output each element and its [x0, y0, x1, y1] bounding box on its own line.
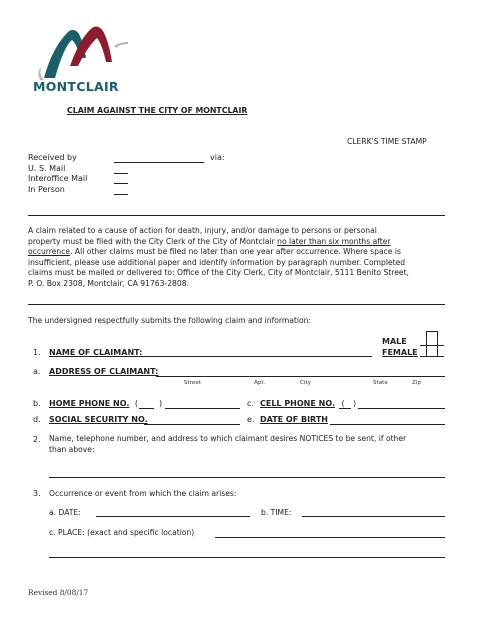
- clerk-time-stamp-label: CLERK'S TIME STAMP: [347, 137, 427, 146]
- item-1-number: 1.: [33, 348, 41, 357]
- male-label: MALE: [382, 337, 407, 346]
- intro-text: The undersigned respectfully submits the following claim and information:: [28, 316, 312, 325]
- place-field[interactable]: [215, 528, 445, 538]
- item-b-letter: b.: [33, 399, 41, 408]
- item-d-letter: d.: [33, 415, 41, 424]
- received-by-field[interactable]: [114, 153, 204, 163]
- address-of-claimant-field[interactable]: [156, 367, 445, 377]
- notices-address-field[interactable]: [49, 468, 445, 478]
- date-of-birth-label: DATE OF BIRTH: [260, 415, 328, 424]
- date-label: a. DATE:: [49, 508, 81, 517]
- social-security-field[interactable]: [144, 415, 240, 425]
- home-phone-field[interactable]: [165, 399, 240, 409]
- address-state-hint: State: [373, 380, 388, 386]
- address-zip-hint: Zip: [412, 380, 421, 386]
- item-2-number: 2.: [33, 435, 41, 444]
- notice-line-6: P. O. Box 2308, Montclair, CA 91763-2808.: [28, 278, 189, 288]
- in-person-label: In Person: [28, 185, 65, 194]
- form-title: CLAIM AGAINST THE CITY OF MONTCLAIR: [67, 106, 248, 115]
- home-phone-area-field[interactable]: [139, 399, 154, 409]
- received-by-label: Received by: [28, 153, 77, 162]
- date-field[interactable]: [96, 507, 250, 517]
- date-of-birth-field[interactable]: [330, 415, 445, 425]
- city-logo: [28, 22, 133, 92]
- notice-line-2: property must be filed with the City Clerk of the City of Montclair no later than six months after: [28, 236, 391, 246]
- us-mail-check[interactable]: [114, 164, 128, 174]
- item-c-letter: c.: [247, 399, 254, 408]
- notice-line-3: occurrence. All other claims must be filed no later than one year after occurrence. Where space is: [28, 247, 401, 257]
- address-apt-hint: Apt.: [254, 380, 266, 386]
- cell-phone-label: CELL PHONE NO. (: [260, 399, 345, 408]
- via-label: via:: [210, 153, 225, 162]
- in-person-check[interactable]: [114, 185, 128, 195]
- item-3-number: 3.: [33, 489, 41, 498]
- occurrence-question: Occurrence or event from which the claim arises:: [49, 489, 237, 498]
- interoffice-mail-check[interactable]: [114, 174, 128, 184]
- notices-question: Name, telephone number, and address to which claimant desires NOTICES to be sent, if other than above:: [49, 434, 407, 454]
- address-city-hint: City: [300, 380, 311, 386]
- name-of-claimant-field[interactable]: [140, 347, 372, 357]
- home-phone-label: HOME PHONE NO. (: [49, 399, 139, 408]
- revised-date: Revised 8/08/17: [28, 588, 89, 597]
- name-of-claimant-label: NAME OF CLAIMANT:: [49, 348, 143, 357]
- divider-1: [28, 215, 445, 216]
- time-label: b. TIME:: [261, 508, 292, 517]
- place-label: c. PLACE: (exact and specific location): [49, 528, 195, 537]
- place-field-continued[interactable]: [49, 548, 445, 558]
- item-e-letter: e.: [247, 415, 255, 424]
- cell-phone-area-field[interactable]: [339, 399, 351, 409]
- divider-2: [28, 304, 445, 305]
- address-street-hint: Street: [184, 380, 201, 386]
- time-field[interactable]: [302, 507, 445, 517]
- cell-phone-field[interactable]: [358, 399, 445, 409]
- notice-line-4: insufficient, please use additional paper and identify information by paragraph number. Completed: [28, 257, 406, 267]
- interoffice-mail-label: Interoffice Mail: [28, 174, 88, 183]
- cell-phone-paren-close: ): [353, 399, 357, 408]
- filing-notice: [28, 226, 448, 290]
- logo-text: MONTCLAIR: [33, 79, 119, 94]
- notice-line-5: claims must be mailed or delivered to: Office of the City Clerk, City of Montclair, 5111 Benito Street,: [28, 268, 409, 278]
- female-label: FEMALE: [382, 348, 418, 357]
- social-security-label: SOCIAL SECURITY NO.: [49, 415, 148, 424]
- home-phone-paren-close: ): [159, 399, 163, 408]
- notice-line-1: A claim related to a cause of action for death, injury, and/or damage to persons or personal: [28, 226, 377, 235]
- item-a-letter: a.: [33, 367, 41, 376]
- gender-checkbox-box: [426, 331, 438, 357]
- home-phone-paren-open: (: [134, 399, 139, 408]
- female-checkbox[interactable]: [420, 356, 444, 357]
- address-of-claimant-label: ADDRESS OF CLAIMANT:: [49, 367, 159, 376]
- cell-phone-paren-open: (: [341, 399, 345, 408]
- us-mail-label: U. S. Mail: [28, 164, 66, 173]
- male-checkbox[interactable]: [420, 345, 444, 346]
